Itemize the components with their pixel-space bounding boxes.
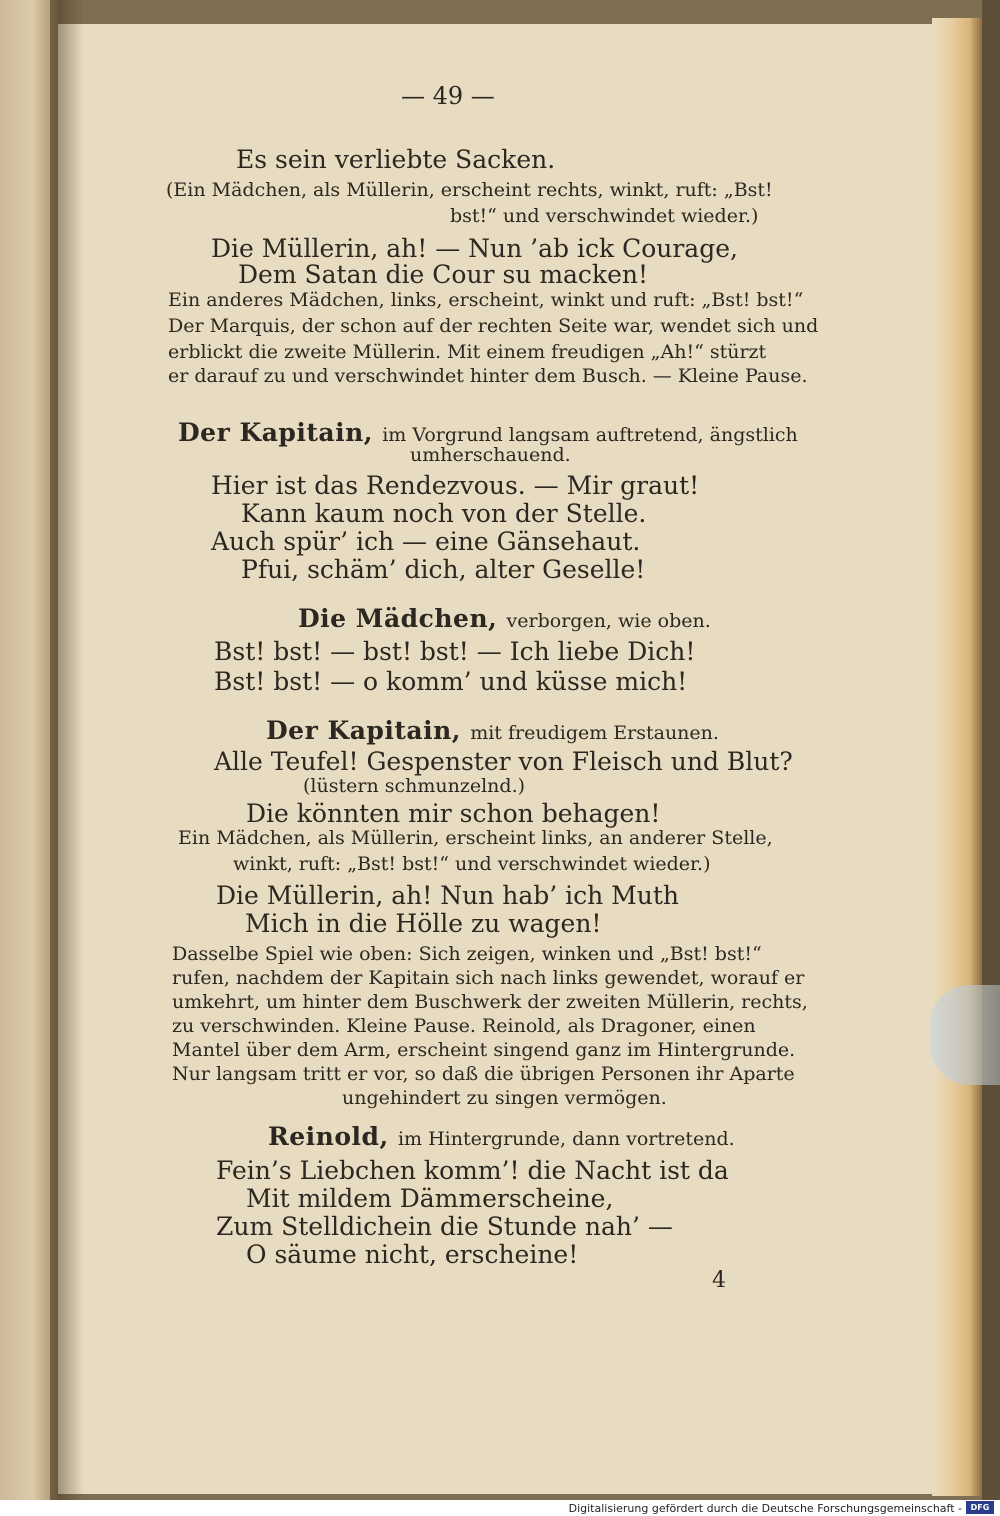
stage-direction: umherschauend. [410,444,571,466]
stage-direction: er darauf zu und verschwindet hinter dem Busch. — Kleine Pause. [168,365,808,387]
speaker-direction: im Vorgrund langsam auftretend, ängstlich [382,424,798,446]
verse-line: Auch spür’ ich — eine Gänsehaut. [211,527,641,556]
speaker-name: Die Mädchen, [298,604,498,633]
stage-direction: Ein Mädchen, als Müllerin, erscheint links, an anderer Stelle, [178,827,773,849]
verse-line: Fein’s Liebchen komm’! die Nacht ist da [216,1156,729,1185]
stage-direction: winkt, ruft: „Bst! bst!“ und verschwindet wieder.) [233,853,711,875]
stage-direction: (Ein Mädchen, als Müllerin, erscheint rechts, winkt, ruft: „Bst! [166,179,773,201]
verse-line: Die könnten mir schon behagen! [246,799,661,828]
verse-line: Mich in die Hölle zu wagen! [245,909,602,938]
stage-direction: umkehrt, um hinter dem Buschwerk der zweiten Müllerin, rechts, [172,991,808,1013]
verse-line: Bst! bst! — o komm’ und küsse mich! [214,667,688,696]
funding-notice: Digitalisierung gefördert durch die Deutsche Forschungsgemeinschaft - [568,1502,962,1515]
stage-direction: Dasselbe Spiel wie oben: Sich zeigen, winken und „Bst! bst!“ [172,943,762,965]
stage-direction: ungehindert zu singen vermögen. [342,1087,667,1109]
dfg-logo: DFG [966,1501,994,1514]
speaker-name: Der Kapitain, [178,418,373,447]
speaker-name: Der Kapitain, [266,716,461,745]
verse-line: Es sein verliebte Sacken. [236,145,556,174]
stage-direction: Ein anderes Mädchen, links, erscheint, winkt und ruft: „Bst! bst!“ [168,289,804,311]
verse-line: Bst! bst! — bst! bst! — Ich liebe Dich! [214,637,696,666]
speaker-direction: im Hintergrunde, dann vortretend. [397,1128,735,1150]
verse-line: Die Müllerin, ah! — Nun ’ab ick Courage, [211,234,738,263]
speaker-direction: verborgen, wie oben. [506,610,711,632]
speaker-heading [268,1124,735,1149]
verse-line: Zum Stelldichein die Stunde nah’ — [216,1212,673,1241]
speaker-name: Reinold, [268,1122,389,1151]
stage-direction: erblickt die zweite Müllerin. Mit einem freudigen „Ah!“ stürzt [168,341,767,363]
verse-line: Dem Satan die Cour su macken! [238,260,649,289]
verse-line: Kann kaum noch von der Stelle. [241,499,647,528]
speaker-heading [298,606,711,631]
verse-line: O säume nicht, erscheine! [246,1240,579,1269]
verse-line: Mit mildem Dämmerscheine, [246,1184,614,1213]
stage-direction: rufen, nachdem der Kapitain sich nach links gewendet, worauf er [172,967,805,989]
stage-direction: Der Marquis, der schon auf der rechten Seite war, wendet sich und [168,315,819,337]
signature-mark: 4 [712,1268,726,1293]
page-number: — 49 — [401,82,495,110]
footer-bar [0,1500,1000,1516]
stage-direction: bst!“ und verschwindet wieder.) [450,205,759,227]
stage-direction: zu verschwinden. Kleine Pause. Reinold, als Dragoner, einen [172,1015,756,1037]
speaker-heading [178,420,798,445]
stage-direction: (lüstern schmunzelnd.) [303,775,526,797]
verse-line: Alle Teufel! Gespenster von Fleisch und Blut? [214,747,793,776]
verse-line: Pfui, schäm’ dich, alter Geselle! [241,555,646,584]
stage-direction: Mantel über dem Arm, erscheint singend ganz im Hintergrunde. [172,1039,796,1061]
speaker-heading [266,718,719,743]
speaker-direction: mit freudigem Erstaunen. [470,722,719,744]
verse-line: Hier ist das Rendezvous. — Mir graut! [211,471,700,500]
verse-line: Die Müllerin, ah! Nun hab’ ich Muth [216,881,680,910]
stage-direction: Nur langsam tritt er vor, so daß die übrigen Personen ihr Aparte [172,1063,795,1085]
